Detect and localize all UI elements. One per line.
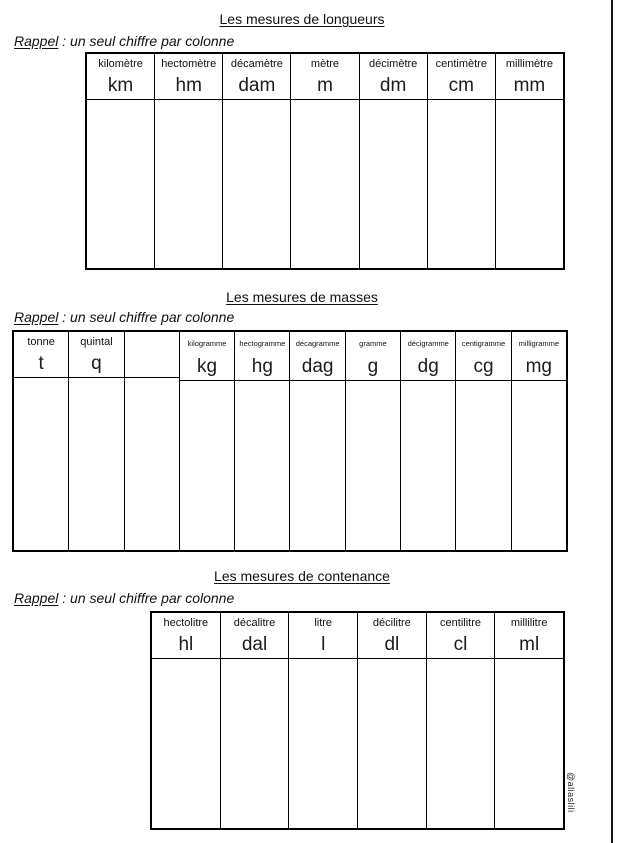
unit-symbol: m: [317, 75, 333, 96]
rappel-label: Rappel: [14, 33, 59, 49]
lengths-col-decimetre: [359, 54, 427, 268]
lengths-col-millimetre: [495, 54, 563, 268]
unit-symbol: cm: [448, 75, 474, 96]
unit-name: décalitre: [233, 617, 276, 629]
unit-symbol: cl: [453, 634, 468, 655]
lengths-col-centimetre: [427, 54, 495, 268]
unit-name: décagramme: [295, 339, 340, 348]
empty-cell: [14, 377, 68, 550]
empty-cell: [152, 658, 220, 828]
unit-name: décimètre: [368, 58, 418, 70]
unit-symbol: ml: [519, 634, 540, 655]
empty-cell: [456, 380, 510, 550]
unit-name: décamètre: [230, 58, 283, 70]
unit-name: centilitre: [440, 617, 481, 629]
section-title-masses-text: Les mesures de masses: [226, 289, 378, 305]
empty-cell: [290, 380, 344, 550]
empty-cell: [180, 380, 234, 550]
unit-name: kilomètre: [98, 58, 143, 70]
unit-symbol: q: [91, 353, 102, 374]
watermark-text: @aliaslili: [566, 772, 576, 813]
unit-name: centigramme: [461, 339, 506, 348]
unit-name: hectolitre: [163, 617, 209, 629]
masses-col-decagramme: [289, 332, 344, 550]
unit-name: millilitre: [510, 617, 548, 629]
rappel-text: : un seul chiffre par colonne: [58, 590, 235, 606]
empty-cell: [360, 99, 427, 268]
empty-cell: [401, 380, 455, 550]
lengths-col-metre: [290, 54, 358, 268]
unit-symbol: dag: [301, 356, 334, 377]
masses-col-decigramme: [400, 332, 455, 550]
empty-cell: [428, 99, 495, 268]
rappel-text: : un seul chiffre par colonne: [58, 33, 235, 49]
empty-cell: [223, 99, 290, 268]
rappel-note-contenance: [14, 590, 234, 606]
unit-symbol: l: [321, 634, 326, 655]
empty-cell: [289, 658, 357, 828]
empty-cell: [125, 377, 179, 550]
empty-cell: [512, 380, 566, 550]
unit-symbol: dl: [384, 634, 400, 655]
empty-cell: [358, 658, 426, 828]
section-title-lengths-text: Les mesures de longueurs: [219, 11, 385, 27]
unit-name: décilitre: [372, 617, 411, 629]
contenance-col-hectolitre: [152, 613, 220, 828]
lengths-col-hectometre: [154, 54, 222, 268]
contenance-col-litre: [288, 613, 357, 828]
unit-symbol: t: [38, 353, 44, 374]
masses-col-gramme: [345, 332, 400, 550]
unit-symbol: dm: [379, 75, 407, 96]
unit-symbol: hl: [178, 634, 194, 655]
unit-symbol: hg: [251, 356, 273, 377]
section-title-lengths: [0, 11, 604, 27]
masses-col-kilogramme: [179, 332, 234, 550]
empty-cell: [496, 99, 563, 268]
masses-col-quintal: [68, 332, 123, 550]
lengths-table: [85, 52, 565, 270]
section-title-contenance: [0, 568, 604, 584]
unit-name: milligramme: [518, 339, 560, 348]
unit-symbol: mg: [525, 356, 553, 377]
empty-cell: [346, 380, 400, 550]
contenance-table: [150, 611, 565, 830]
rappel-label: Rappel: [14, 590, 59, 606]
lengths-col-decametre: [222, 54, 290, 268]
section-title-contenance-text: Les mesures de contenance: [214, 568, 390, 584]
unit-symbol: hm: [175, 75, 202, 96]
unit-symbol: kg: [197, 356, 218, 377]
contenance-col-decilitre: [357, 613, 426, 828]
unit-name: mètre: [310, 58, 340, 70]
rappel-label: Rappel: [14, 309, 59, 325]
empty-cell: [221, 658, 289, 828]
empty-cell: [69, 377, 123, 550]
unit-name: millimètre: [505, 58, 553, 70]
unit-symbol: dal: [241, 634, 268, 655]
section-title-masses: [0, 289, 604, 305]
unit-name: centimètre: [435, 58, 487, 70]
empty-cell: [235, 380, 289, 550]
rappel-note-masses: [14, 309, 234, 325]
masses-table: [12, 330, 568, 552]
rappel-note-lengths: [14, 33, 234, 49]
unit-name: litre: [314, 617, 333, 629]
masses-col-hectogramme: [234, 332, 289, 550]
unit-name: [125, 332, 179, 353]
masses-col-blank: [124, 332, 179, 550]
unit-symbol: km: [107, 75, 134, 96]
unit-symbol: mm: [513, 75, 546, 96]
empty-cell: [427, 658, 495, 828]
unit-symbol: cg: [473, 356, 494, 377]
unit-name: décigramme: [407, 339, 449, 348]
unit-name: kilogramme: [187, 339, 227, 348]
empty-cell: [291, 99, 358, 268]
page-edge-line: [611, 0, 613, 843]
empty-cell: [495, 658, 563, 828]
empty-cell: [155, 99, 222, 268]
lengths-col-kilometre: [87, 54, 154, 268]
unit-symbol: [125, 353, 179, 377]
unit-symbol: g: [367, 356, 379, 377]
contenance-col-millilitre: [494, 613, 563, 828]
unit-name: gramme: [359, 339, 387, 348]
masses-col-tonne: [14, 332, 68, 550]
masses-col-milligramme: [511, 332, 566, 550]
unit-name: quintal: [80, 336, 113, 348]
contenance-col-decalitre: [220, 613, 289, 828]
unit-name: hectomètre: [161, 58, 217, 70]
empty-cell: [87, 99, 154, 268]
masses-col-centigramme: [455, 332, 510, 550]
unit-symbol: dam: [238, 75, 276, 96]
unit-symbol: dg: [417, 356, 439, 377]
contenance-col-centilitre: [426, 613, 495, 828]
unit-name: tonne: [27, 336, 55, 348]
unit-name: hectogramme: [239, 339, 286, 348]
rappel-text: : un seul chiffre par colonne: [58, 309, 235, 325]
